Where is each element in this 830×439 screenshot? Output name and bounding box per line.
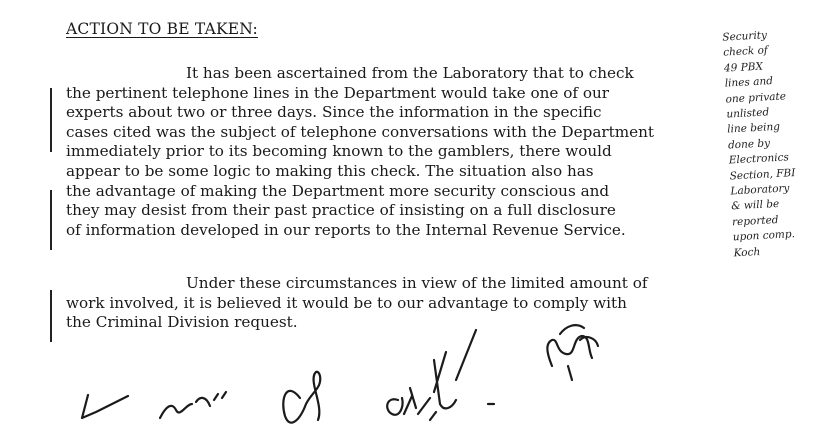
paragraph-line: they may desist from their past practice of insisting on a full disclosure	[66, 201, 616, 220]
note-line: check of	[722, 44, 769, 60]
paragraph-line: work involved, it is believed it would be to our advantage to comply with	[66, 293, 627, 312]
note-line: unlisted	[726, 106, 770, 121]
paragraph-line: experts about two or three days. Since the information in the specific	[66, 103, 602, 122]
note-line: 49 PBX	[723, 60, 764, 75]
section-heading: ACTION TO BE TAKEN:	[66, 20, 258, 38]
paragraph-line: the advantage of making the Department more security conscious and	[66, 181, 610, 200]
signature-3	[283, 372, 320, 423]
paragraph-line: Under these circumstances in view of the limited amount of	[186, 274, 648, 292]
note-line: & will be	[730, 198, 780, 213]
paragraph-line: It has been ascertained from the Laboratory that to check	[186, 64, 634, 82]
note-line: Security	[722, 29, 768, 44]
signature-2	[160, 392, 226, 418]
paragraph-line: the pertinent telephone lines in the Department would take one of our	[66, 83, 609, 102]
paragraph-line: of information developed in our reports to the Internal Revenue Service.	[66, 220, 626, 239]
note-line: Section, FBI	[729, 166, 796, 183]
paragraph-line: appear to be some logic to making this check. The situation also has	[66, 161, 594, 180]
signature-5	[430, 404, 494, 420]
paragraph-line: the Criminal Division request.	[66, 313, 298, 332]
note-line: line being	[726, 121, 781, 136]
note-line: upon comp.	[732, 228, 796, 244]
signature-1	[82, 395, 128, 418]
note-line: Laboratory	[730, 182, 790, 198]
paragraph-line: cases cited was the subject of telephone conversations with the Department	[66, 122, 655, 141]
signature-4	[387, 330, 476, 415]
note-line: lines and	[724, 75, 774, 90]
signature-6	[547, 325, 598, 380]
note-line: reported	[731, 213, 779, 229]
paragraph-line: immediately prior to its becoming known to the gamblers, there would	[66, 142, 612, 161]
note-line: Koch	[733, 245, 761, 260]
note-line: Electronics	[728, 151, 790, 167]
note-line: one private	[725, 90, 787, 106]
note-line: done by	[727, 137, 771, 152]
